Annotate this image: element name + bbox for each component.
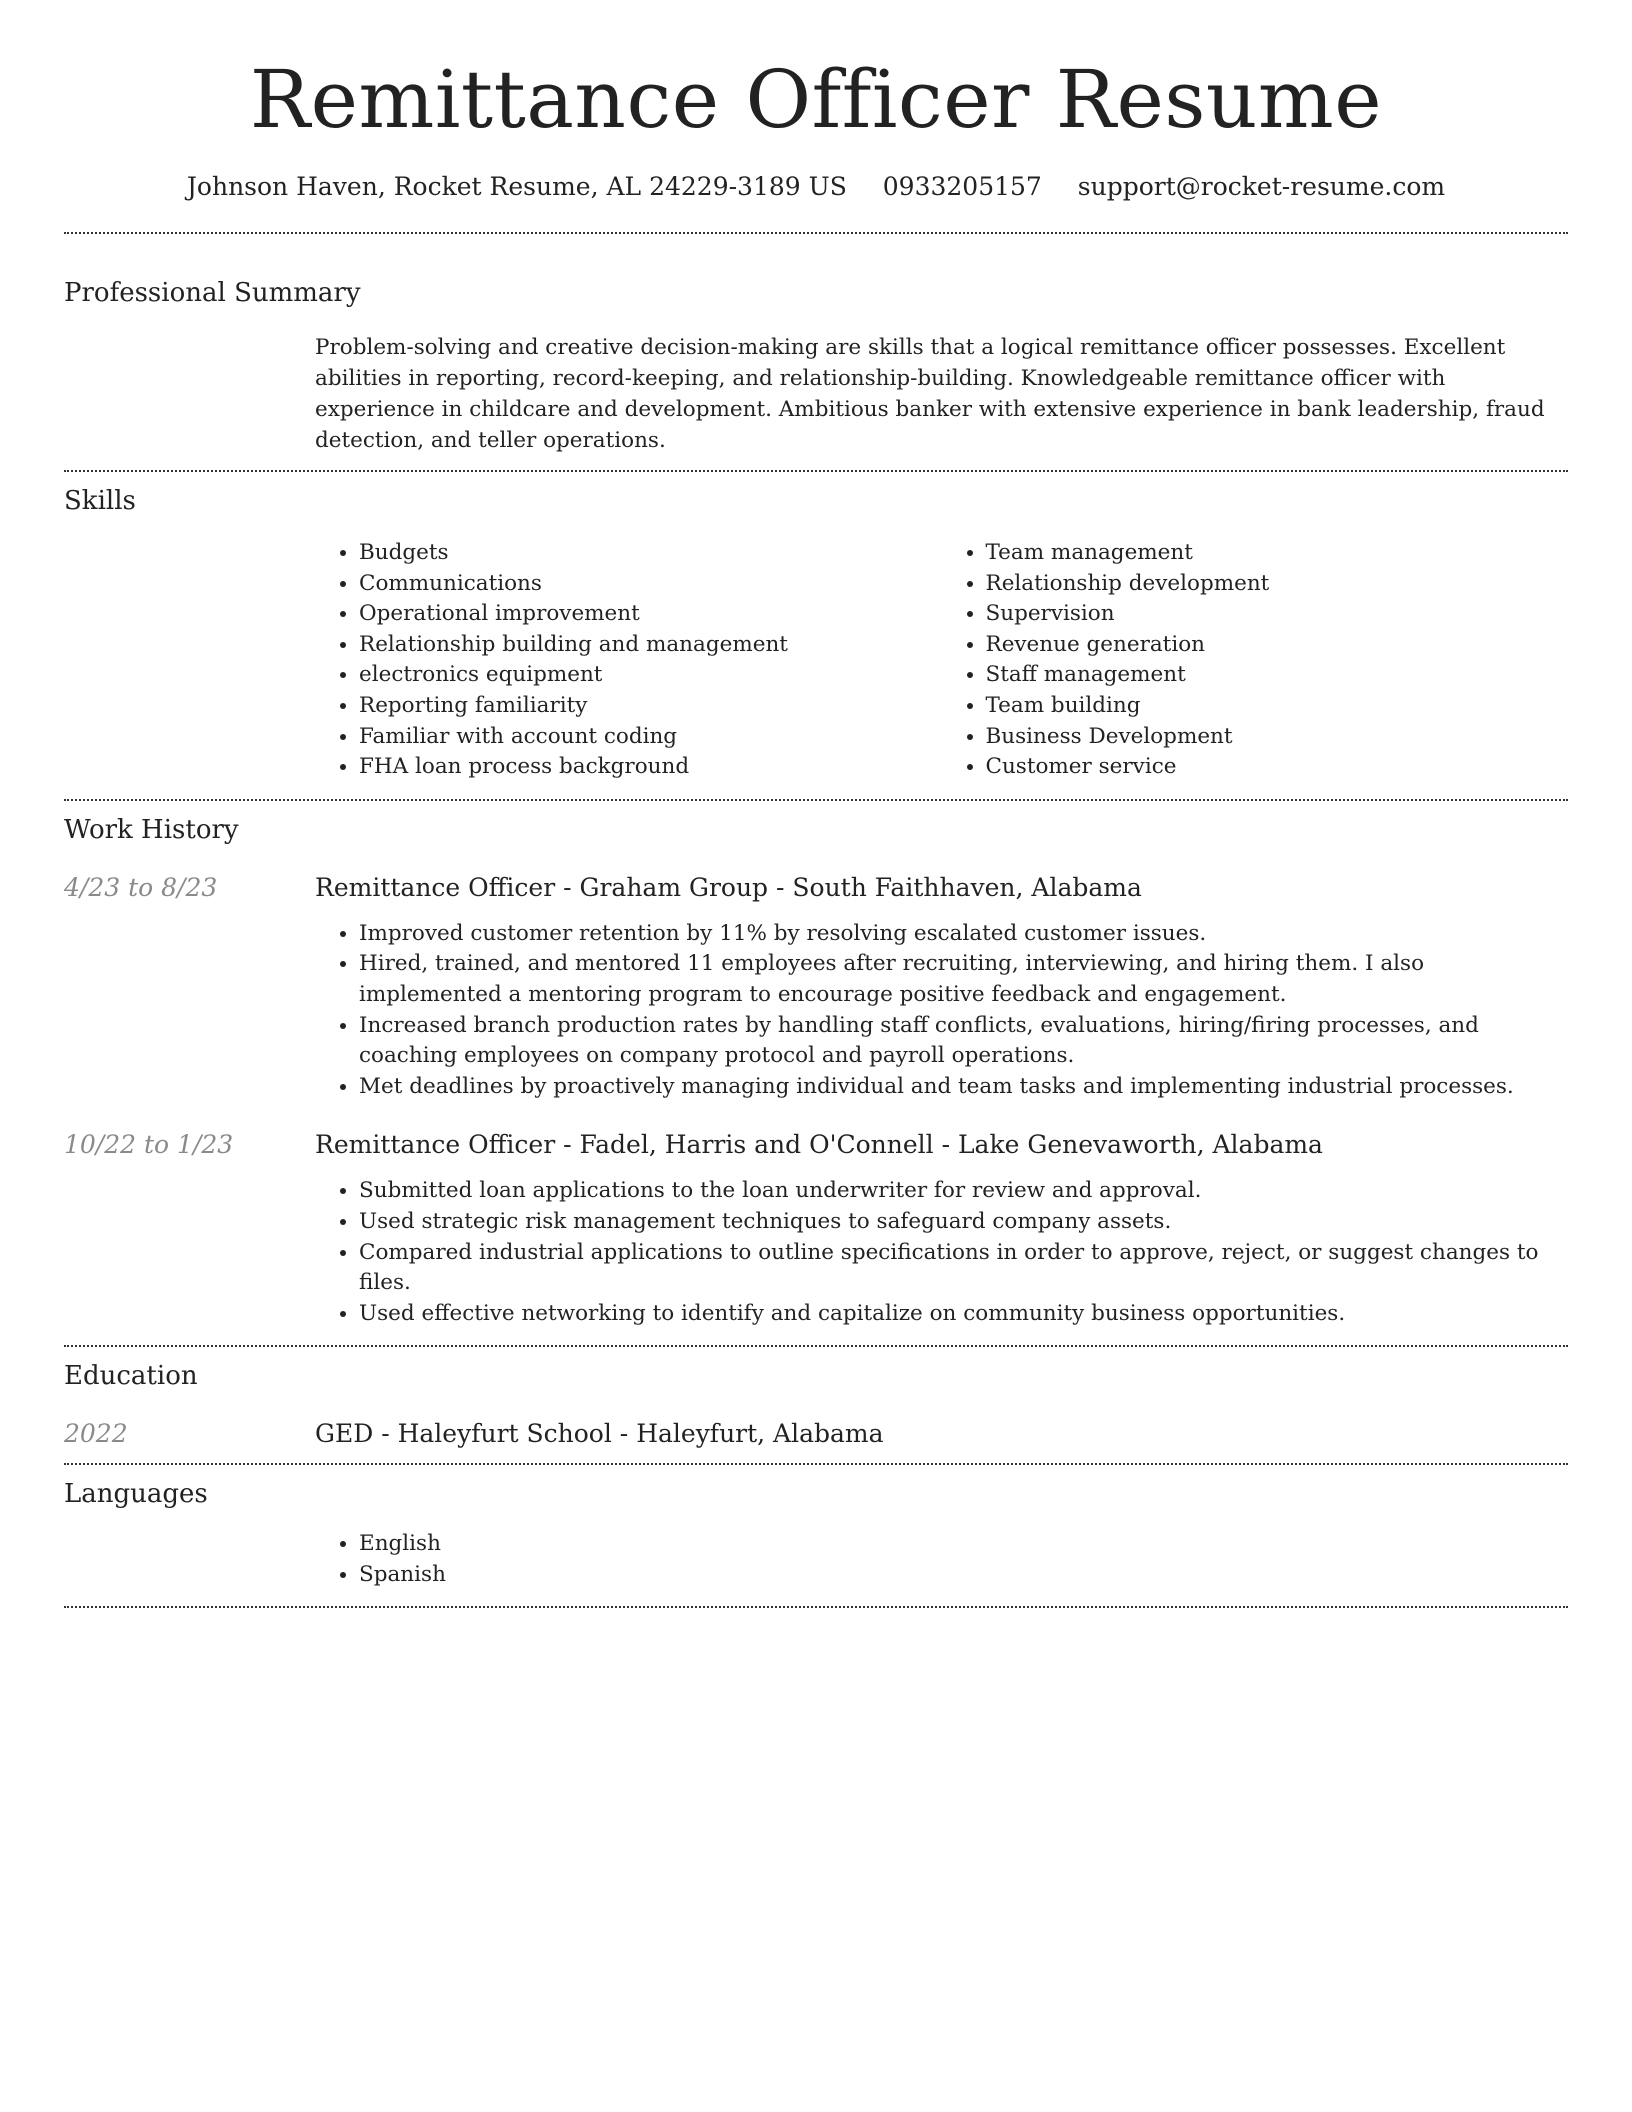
resume-header — [64, 0, 1568, 204]
skill-item: • Communications — [359, 569, 942, 600]
education-body — [315, 1417, 1568, 1451]
section-skills — [64, 472, 1568, 799]
contact-address: Johnson Haven, Rocket Resume, AL 24229-3189 US — [186, 172, 847, 201]
skill-item: • FHA loan process background — [359, 752, 942, 783]
section-title: Skills — [64, 486, 136, 516]
job-bullets — [315, 919, 1568, 1103]
skill-item: • Revenue generation — [986, 630, 1569, 661]
skill-item: • electronics equipment — [359, 660, 942, 691]
contact-phone: 0933205157 — [882, 172, 1042, 201]
job-bullet: • Increased branch production rates by handling staff conflicts, evaluations, hiring/firing processes, and coaching employees on company protocol and payroll operations. — [359, 1011, 1568, 1072]
skill-item: • Operational improvement — [359, 599, 942, 630]
education-title: GED - Haleyfurt School - Haleyfurt, Alabama — [315, 1419, 884, 1449]
job-bullet: • Improved customer retention by 11% by resolving escalated customer issues. — [359, 919, 1568, 950]
summary-text: Problem-solving and creative decision-making are skills that a logical remittance officer possesses. Excellent abilities in reporting, record-keeping, and relationship-building. Knowledgeable remittance officer with experience in childcare and development. Ambitious banker with extensive experience in bank leadership, fraud detection, and teller operations. — [315, 335, 1545, 453]
job-bullet: • Compared industrial applications to outline specifications in order to approve, reject, or suggest changes to files. — [359, 1238, 1568, 1299]
job-dates: 10/22 to 1/23 — [64, 1130, 234, 1160]
skill-item: • Customer service — [986, 752, 1569, 783]
job-dates: 4/23 to 8/23 — [64, 872, 218, 902]
job-bullet: • Hired, trained, and mentored 11 employees after recruiting, interviewing, and hiring them. I also implemented a mentoring program to encourage positive feedback and engagement. — [359, 949, 1568, 1010]
section-title: Work History — [64, 814, 239, 845]
skill-item: • Relationship building and management — [359, 630, 942, 661]
job-title: Remittance Officer - Graham Group - South Faithhaven, Alabama — [315, 872, 1142, 902]
education-year: 2022 — [64, 1419, 128, 1449]
section-title: Professional Summary — [64, 278, 361, 308]
skill-item: • Familiar with account coding — [359, 722, 942, 753]
section-professional-summary — [64, 234, 1568, 470]
language-item: • Spanish — [359, 1560, 1568, 1591]
job-body — [315, 1128, 1568, 1329]
job-entry — [64, 871, 1568, 1103]
section-work-history — [64, 801, 1568, 1346]
divider — [64, 1606, 1568, 1608]
skill-item: • Business Development — [986, 722, 1569, 753]
skill-item: • Staff management — [986, 660, 1569, 691]
skill-item: • Team building — [986, 691, 1569, 722]
job-bullets — [315, 1176, 1568, 1329]
education-entry — [64, 1417, 1568, 1463]
job-title: Remittance Officer - Fadel, Harris and O'Connell - Lake Genevaworth, Alabama — [315, 1130, 1323, 1160]
section-title: Education — [64, 1361, 198, 1392]
section-languages — [64, 1465, 1568, 1606]
skills-list-left — [315, 538, 942, 783]
skills-list-right — [942, 538, 1569, 783]
skill-item: • Supervision — [986, 599, 1569, 630]
job-bullet: • Used effective networking to identify and capitalize on community business opportunities. — [359, 1299, 1568, 1330]
contact-line — [64, 170, 1568, 204]
job-bullet: • Met deadlines by proactively managing individual and team tasks and implementing industrial processes. — [359, 1072, 1568, 1103]
skill-item: • Budgets — [359, 538, 942, 569]
languages-list — [315, 1529, 1568, 1606]
skill-item: • Relationship development — [986, 569, 1569, 600]
job-entry — [64, 1128, 1568, 1345]
job-bullet: • Submitted loan applications to the loan underwriter for review and approval. — [359, 1176, 1568, 1207]
page-title: Remittance Officer Resume — [249, 53, 1383, 146]
language-item: • English — [359, 1529, 1568, 1560]
skill-item: • Reporting familiarity — [359, 691, 942, 722]
skills-columns — [315, 538, 1568, 799]
contact-email: support@rocket-resume.com — [1077, 172, 1446, 201]
section-title: Languages — [64, 1479, 208, 1510]
job-bullet: • Used strategic risk management techniques to safeguard company assets. — [359, 1207, 1568, 1238]
job-body — [315, 871, 1568, 1103]
skill-item: • Team management — [986, 538, 1569, 569]
section-education — [64, 1347, 1568, 1463]
